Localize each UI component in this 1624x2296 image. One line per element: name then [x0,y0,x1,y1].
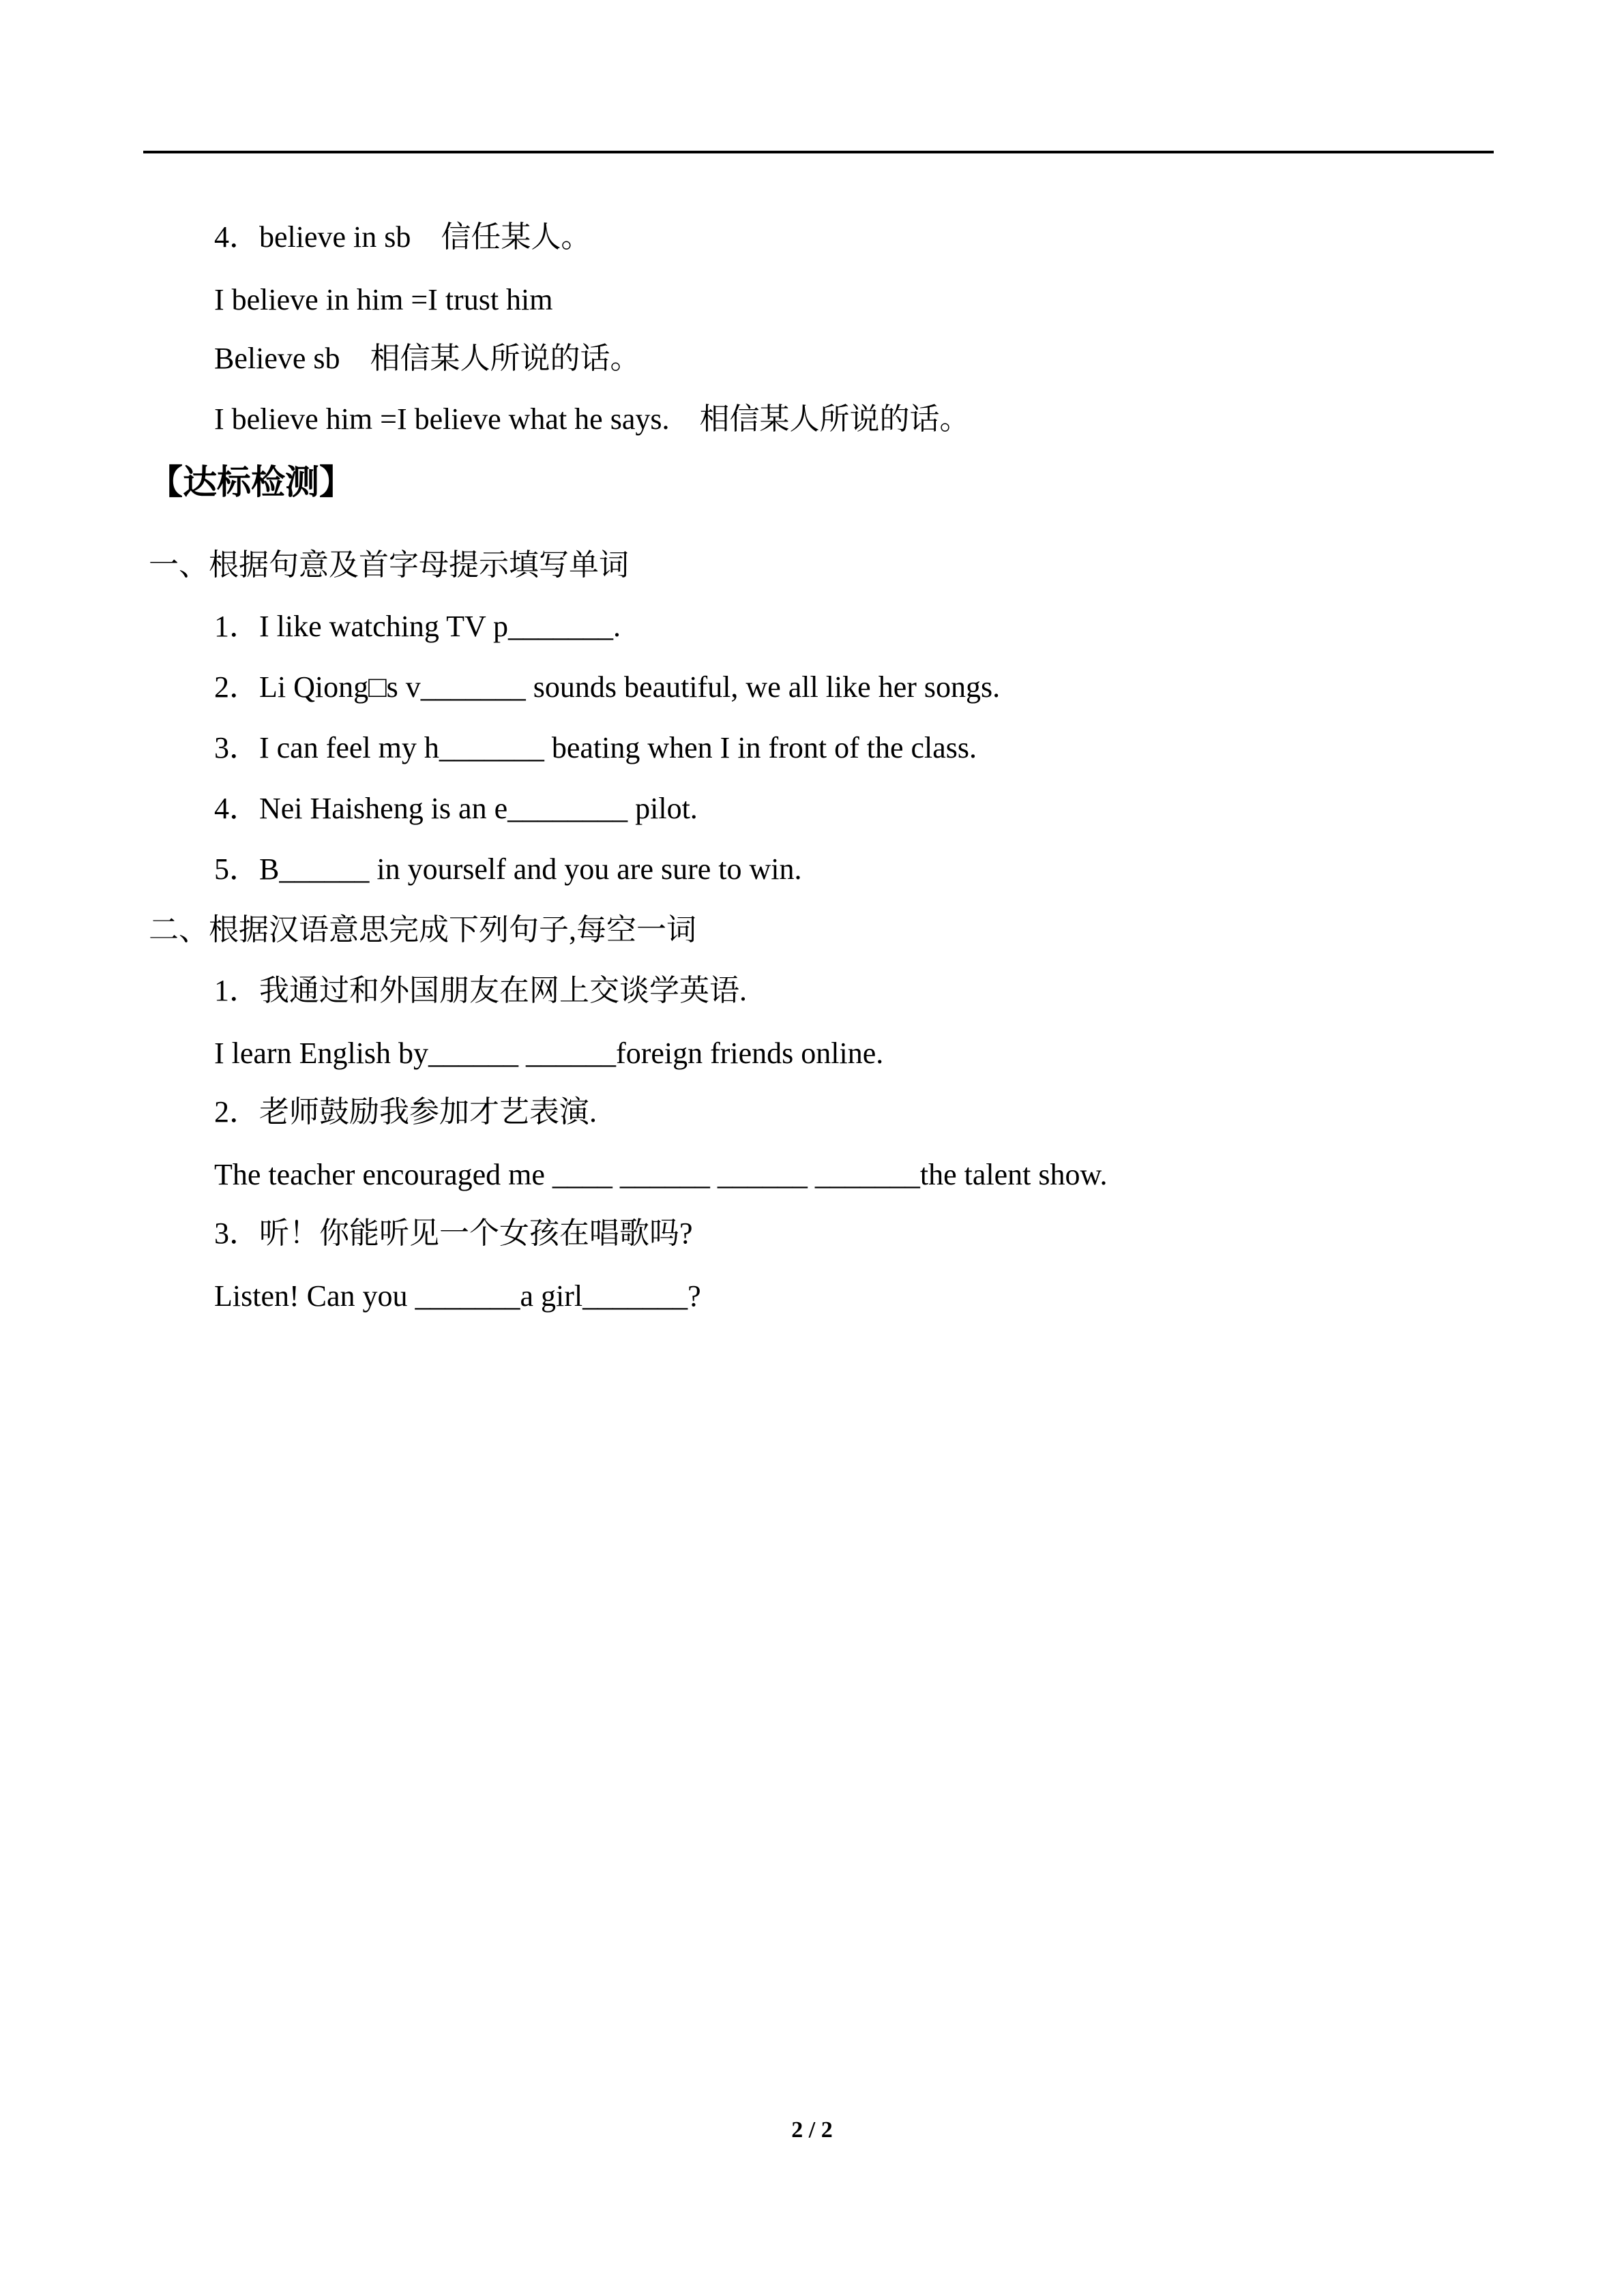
part1-title: 一、根据句意及首字母提示填写单词 [149,548,629,582]
note-line: 4．believe in sb 信任某人。 [214,220,591,254]
part2-title: 二、根据汉语意思完成下列句子,每空一词 [149,913,696,946]
exercise-item: I learn English by______ ______foreign friends online. [214,1037,884,1070]
section-heading: 【达标检测】 [149,462,353,502]
exercise-item: 2．老师鼓励我参加才艺表演. [214,1095,597,1129]
note-line: Believe sb 相信某人所说的话。 [214,342,640,375]
exercise-item: 3．听！你能听见一个女孩在唱歌吗? [214,1217,693,1250]
note-line: I believe him =I believe what he says. 相信某人所说的话。 [214,402,970,436]
exercise-item: 5．B______ in yourself and you are sure to win. [214,852,802,886]
header-rule [143,151,1494,153]
exercise-item: 1．我通过和外国朋友在网上交谈学英语. [214,974,747,1007]
note-line: I believe in him =I trust him [214,283,553,316]
exercise-item: Listen! Can you _______a girl_______? [214,1279,701,1313]
exercise-item: 2．Li Qiong□s v_______ sounds beautiful, we all like her songs. [214,670,1001,704]
exercise-item: 3．I can feel my h_______ beating when I in front of the class. [214,731,977,764]
exercise-item: 4．Nei Haisheng is an e________ pilot. [214,792,698,825]
exercise-item: 1．I like watching TV p_______. [214,610,621,643]
exercise-item: The teacher encouraged me ____ ______ ______ _______the talent show. [214,1158,1108,1191]
page-number: 2 / 2 [791,2117,833,2143]
